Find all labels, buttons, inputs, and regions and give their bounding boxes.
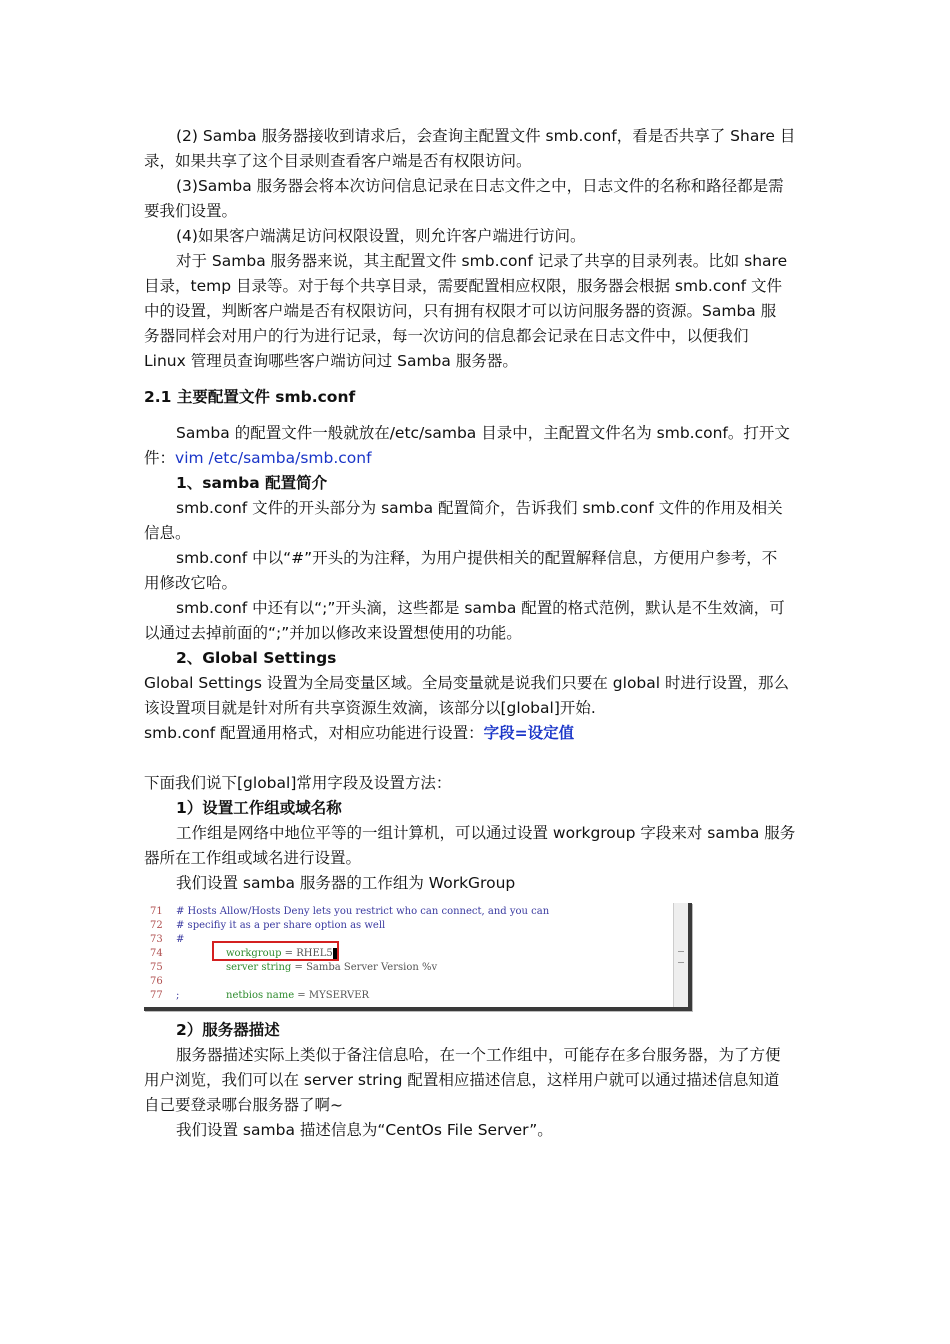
paragraph-step2-line1: (2) Samba 服务器接收到请求后，会查询主配置文件 smb.conf，看是否共享了 Share 目 [176,127,796,145]
intro-paragraph2-line2: 用修改它哈。 [144,574,238,592]
global-settings-line1: Global Settings 设置为全局变量区域。全局变量就是说我们只要在 global 时进行设置，那么 [144,674,790,692]
item-server-description-line3: 自己要登录哪台服务器了啊~ [144,1096,343,1114]
code-line-73: 73 # [150,934,185,945]
vertical-scrollbar[interactable] [673,903,688,1007]
config-location-line1: Samba 的配置文件一般就放在/etc/samba 目录中，主配置文件名为 smb.conf。打开文 [176,424,790,442]
code-line-74: 74 workgroup = RHEL5 [150,947,339,961]
item-server-description-heading: 2）服务器描述 [176,1021,280,1039]
format-prefix: smb.conf 配置通用格式，对相应功能进行设置： [144,724,484,742]
global-settings-line2: 该设置项目就是针对所有共享资源生效滴，该部分以[global]开始. [144,699,596,717]
intro-paragraph1-line2: 信息。 [144,524,191,542]
highlight-box [212,941,339,961]
paragraph-step3-line1: (3)Samba 服务器会将本次访问信息记录在日志文件之中，日志文件的名称和路径都是需 [176,177,784,195]
item-workgroup-line3: 我们设置 samba 服务器的工作组为 WorkGroup [176,874,516,892]
item-workgroup-heading: 1）设置工作组或域名称 [176,799,342,817]
item-workgroup-line2: 器所在工作组或域名进行设置。 [144,849,362,867]
paragraph-step2-line2: 录，如果共享了这个目录则查看客户端是否有权限访问。 [144,152,532,170]
config-screenshot [144,903,692,1011]
global-fields-intro: 下面我们说下[global]常用字段及设置方法： [144,774,452,792]
item-server-description-line2: 用户浏览，我们可以在 server string 配置相应描述信息，这样用户就可以通过描述信息知道 [144,1071,780,1089]
intro-paragraph1-line1: smb.conf 文件的开头部分为 samba 配置简介，告诉我们 smb.conf 文件的作用及相关 [176,499,783,517]
code-line-72: 72 # specifiy it as a per share option as well [150,920,386,931]
paragraph-summary-line5: Linux 管理员查询哪些客户端访问过 Samba 服务器。 [144,352,518,370]
paragraph-summary-line1: 对于 Samba 服务器来说，其主配置文件 smb.conf 记录了共享的目录列表。比如 share [176,252,788,270]
paragraph-summary-line3: 中的设置，判断客户端是否有权限访问，只有拥有权限才可以访问服务器的资源。Samba 服 [144,302,777,320]
intro-paragraph3-line1: smb.conf 中还有以“;”开头滴，这些都是 samba 配置的格式范例，默认是不生效滴，可 [176,599,785,617]
intro-paragraph3-line2: 以通过去掉前面的“;”并加以修改来设置想使用的功能。 [144,624,522,642]
code-line-75: 75 server string = Samba Server Version %v [150,962,438,973]
blank-line [144,746,808,771]
config-location-line2 [144,446,808,471]
paragraph-summary-line4: 务器同样会对用户的行为进行记录，每一次访问的信息都会记录在日志文件中，以便我们 [144,327,749,345]
paragraph-step4: (4)如果客户端满足访问权限设置，则允许客户端进行访问。 [176,227,586,245]
item-workgroup-line1: 工作组是网络中地位平等的一组计算机，可以通过设置 workgroup 字段来对 samba 服务 [176,824,796,842]
paragraph-step3-line2: 要我们设置。 [144,202,238,220]
code-line-71: 71 # Hosts Allow/Hosts Deny lets you restrict who can connect, and you can [150,906,550,917]
paragraph-summary-line2: 目录，temp 目录等。对于每个共享目录，需要配置相应权限，服务器会根据 smb.conf 文件 [144,277,783,295]
document-page [144,124,808,1143]
vim-command: vim /etc/samba/smb.conf [175,449,372,467]
section-heading: 2.1 主要配置文件 smb.conf [144,388,356,406]
global-settings-line3 [144,721,808,746]
code-line-76: 76 [150,976,163,987]
config-location-prefix: 件： [144,449,176,467]
subheading-global-settings: 2、Global Settings [176,649,337,667]
subheading-samba-intro: 1、samba 配置简介 [176,474,328,492]
format-field-value: 字段=设定值 [483,724,575,742]
scrollbar-grip-icon[interactable] [678,951,684,963]
code-line-77: 77 ; netbios name = MYSERVER [150,990,370,1001]
item-server-description-line4: 我们设置 samba 描述信息为“CentOs File Server”。 [176,1121,553,1139]
item-server-description-line1: 服务器描述实际上类似于备注信息哈，在一个工作组中，可能存在多台服务器，为了方便 [176,1046,781,1064]
intro-paragraph2-line1: smb.conf 中以“#”开头的为注释，为用户提供相关的配置解释信息，方便用户参考，不 [176,549,778,567]
